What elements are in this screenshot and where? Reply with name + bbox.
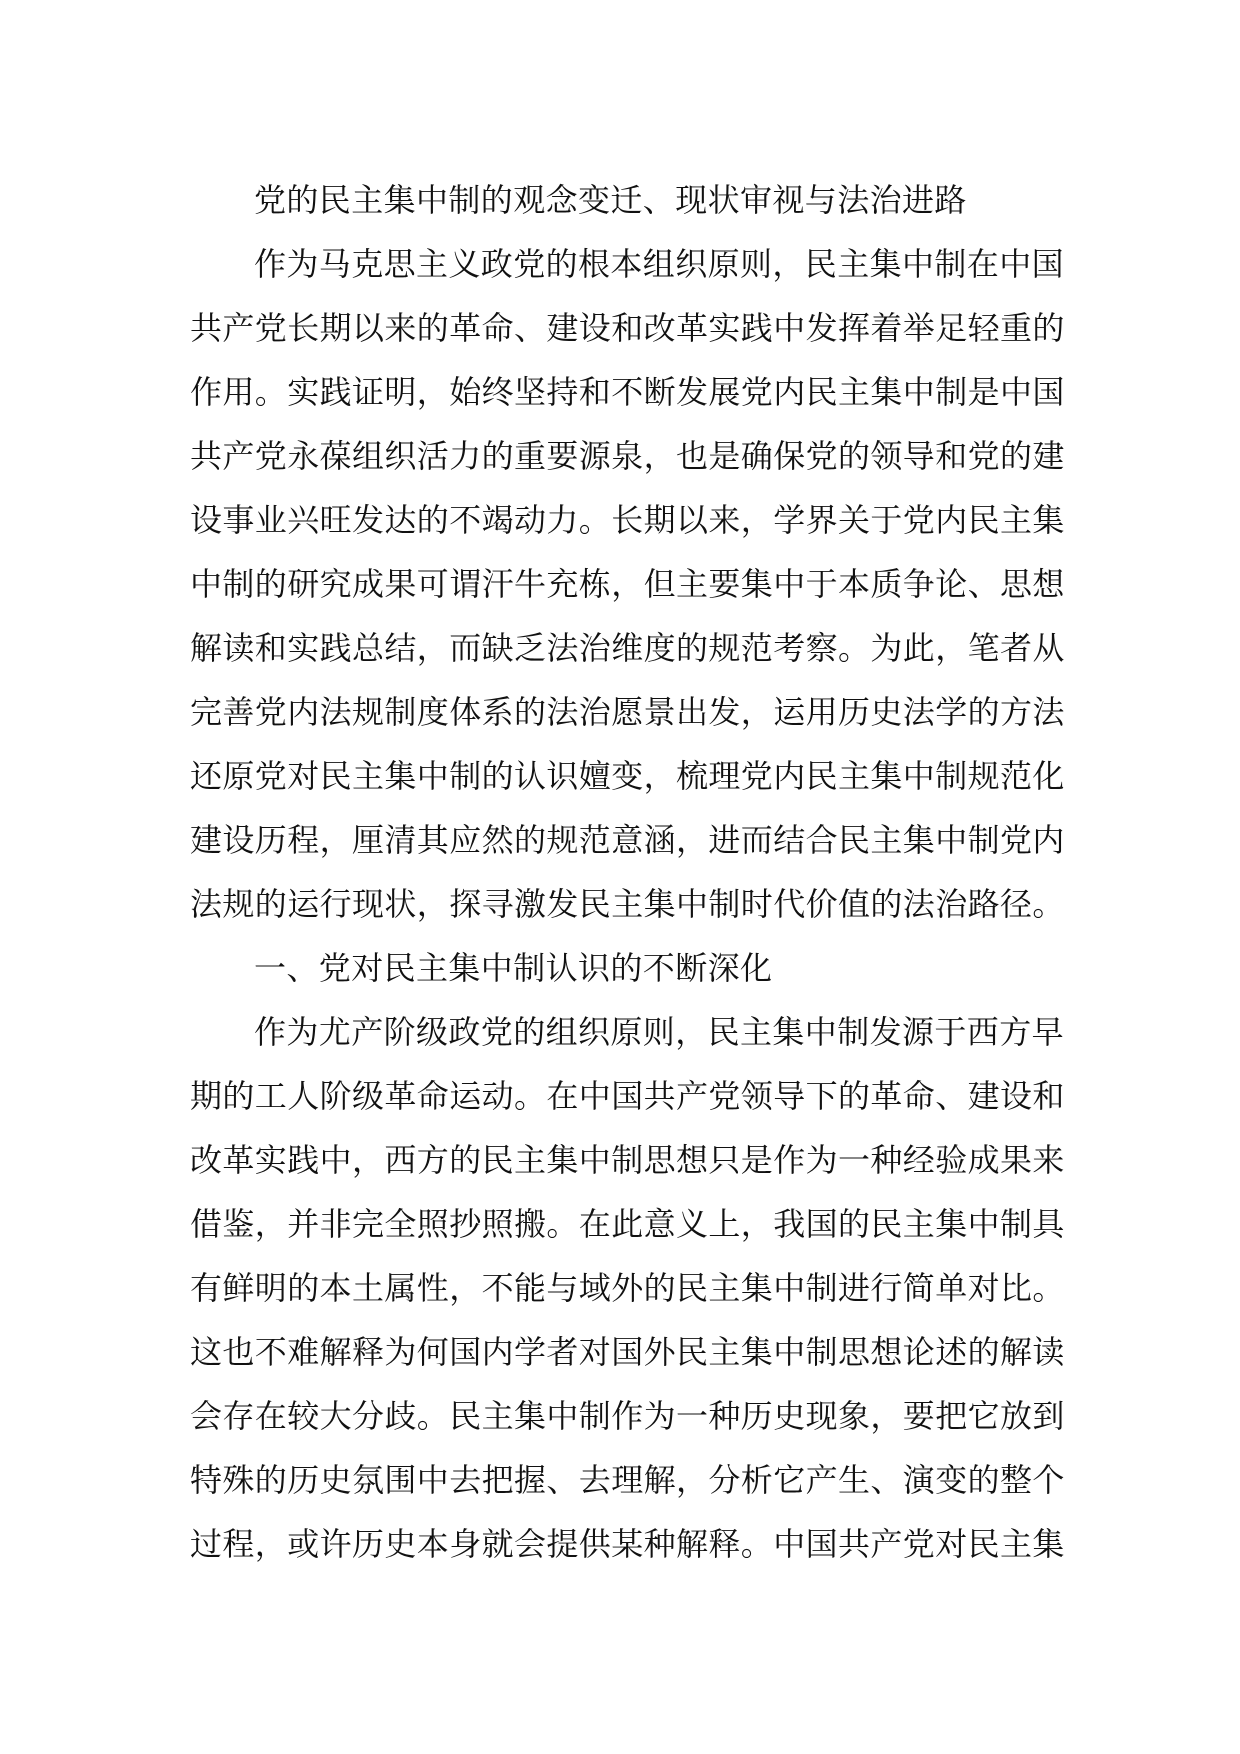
paragraph-line: 还原党对民主集中制的认识嬗变，梳理党内民主集中制规范化 — [190, 757, 1065, 795]
section-heading: 一、党对民主集中制认识的不断深化 — [254, 949, 773, 987]
paragraph-line: 设事业兴旺发达的不竭动力。长期以来，学界关于党内民主集 — [190, 501, 1065, 539]
paragraph-line: 共产党长期以来的革命、建设和改革实践中发挥着举足轻重的 — [190, 309, 1065, 347]
paragraph-line: 中制的研究成果可谓汗牛充栋，但主要集中于本质争论、思想 — [190, 565, 1065, 603]
paragraph-line: 法规的运行现状，探寻激发民主集中制时代价值的法治路径。 — [190, 885, 1065, 923]
paragraph-line: 会存在较大分歧。民主集中制作为一种历史现象，要把它放到 — [190, 1397, 1065, 1435]
paragraph-line: 有鲜明的本土属性，不能与域外的民主集中制进行简单对比。 — [190, 1269, 1065, 1307]
paragraph-line: 特殊的历史氛围中去把握、去理解，分析它产生、演变的整个 — [190, 1461, 1065, 1499]
paragraph-line: 过程，或许历史本身就会提供某种解释。中国共产党对民主集 — [190, 1525, 1065, 1563]
paragraph-line: 改革实践中，西方的民主集中制思想只是作为一种经验成果来 — [190, 1141, 1065, 1179]
paragraph-line: 这也不难解释为何国内学者对国外民主集中制思想论述的解读 — [190, 1333, 1065, 1371]
paragraph-line: 作为尤产阶级政党的组织原则，民主集中制发源于西方早 — [254, 1013, 1065, 1051]
paragraph-line: 建设历程，厘清其应然的规范意涵，进而结合民主集中制党内 — [190, 821, 1065, 859]
paragraph-line: 作为马克思主义政党的根本组织原则，民主集中制在中国 — [254, 245, 1065, 283]
paragraph-line: 解读和实践总结，而缺乏法治维度的规范考察。为此，笔者从 — [190, 629, 1065, 667]
document-title: 党的民主集中制的观念变迁、现状审视与法治进路 — [254, 181, 967, 219]
paragraph-line: 共产党永葆组织活力的重要源泉，也是确保党的领导和党的建 — [190, 437, 1065, 475]
paragraph-line: 完善党内法规制度体系的法治愿景出发，运用历史法学的方法 — [190, 693, 1065, 731]
paragraph-line: 借鉴，并非完全照抄照搬。在此意义上，我国的民主集中制具 — [190, 1205, 1065, 1243]
paragraph-line: 期的工人阶级革命运动。在中国共产党领导下的革命、建设和 — [190, 1077, 1065, 1115]
paragraph-line: 作用。实践证明，始终坚持和不断发展党内民主集中制是中国 — [190, 373, 1065, 411]
